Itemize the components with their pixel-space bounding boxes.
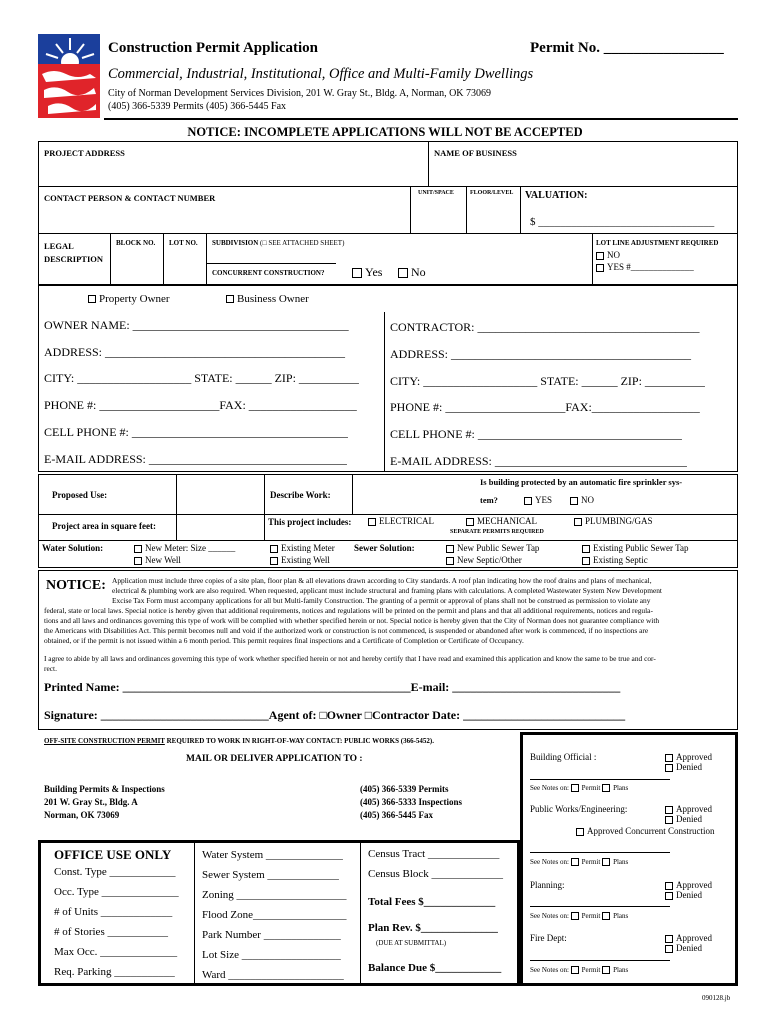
total-fees-field[interactable]: Total Fees $_____________: [368, 896, 496, 908]
concurrent-no-label: No: [411, 265, 426, 279]
new-meter-label: New Meter: Size ______: [145, 543, 236, 553]
business-owner-checkbox[interactable]: [226, 293, 309, 305]
owner-email-field[interactable]: E-MAIL ADDRESS: _________________________________: [44, 452, 347, 466]
plans-notes-label: Plans: [613, 912, 629, 920]
valuation-field[interactable]: $ ________________________________: [530, 216, 715, 228]
contact-person-field[interactable]: CONTACT PERSON & CONTACT NUMBER: [44, 193, 216, 203]
building-official-label: Building Official :: [530, 752, 597, 762]
existing-well-label: Existing Well: [281, 555, 330, 565]
concurrent-yes-option[interactable]: [352, 265, 382, 280]
plans-notes-label: Plans: [613, 784, 629, 792]
sewer-system-field[interactable]: Sewer System _____________: [202, 869, 339, 881]
due-at-submittal-note: (DUE AT SUBMITTAL): [376, 939, 447, 947]
project-area-field[interactable]: Project area in square feet:: [52, 521, 156, 531]
sprinkler-question: Is building protected by an automatic fire sprinkler sys-: [480, 477, 683, 487]
notice-line-1: Application must include three copies of a site plan, floor plan & all elevations drawn according to City standards. A roof plan indicating how the roof drains and plans of mechanical,: [112, 576, 652, 585]
agreement-line-2: rect.: [44, 664, 57, 673]
mechanical-label: MECHANICAL: [477, 516, 537, 526]
see-notes-label: See Notes on:: [530, 912, 569, 920]
planning-see-notes[interactable]: [530, 912, 628, 920]
existing-septic-label: Existing Septic: [593, 555, 648, 565]
owner-phone-field[interactable]: PHONE #: ____________________FAX: __________________: [44, 398, 357, 412]
office-phones: (405) 366-5339 Permits (405) 366-5445 Fax: [108, 101, 287, 112]
mail-phone-2: (405) 366-5333 Inspections: [360, 797, 463, 807]
new-septic-checkbox[interactable]: [446, 555, 522, 565]
agreement-line-1: I agree to abide by all laws and ordinances governing this type of work whether specified herein or not and hereby certify that I have read and examined this application and know the same to be true and cor-: [44, 654, 656, 663]
existing-sewer-label: Existing Public Sewer Tap: [593, 543, 689, 553]
form-subtitle: Commercial, Industrial, Institutional, Office and Multi-Family Dwellings: [108, 66, 534, 82]
lot-no-field[interactable]: LOT NO.: [169, 239, 198, 247]
building-denied-label: Denied: [676, 762, 702, 772]
block-no-field[interactable]: BLOCK NO.: [116, 239, 156, 247]
owner-city-field[interactable]: CITY: ___________________ STATE: ______ ZIP: __________: [44, 371, 359, 385]
building-denied-option[interactable]: [665, 762, 702, 772]
mail-address-2: 201 W. Gray St., Bldg. A: [44, 797, 138, 807]
lot-line-label: LOT LINE ADJUSTMENT REQUIRED: [596, 239, 719, 247]
proposed-use-field[interactable]: Proposed Use:: [52, 490, 108, 500]
public-works-approved-option[interactable]: [665, 804, 712, 814]
new-well-checkbox[interactable]: [134, 555, 181, 565]
fire-approved-option[interactable]: [665, 933, 712, 943]
new-septic-label: New Septic/Other: [457, 555, 522, 565]
property-owner-checkbox[interactable]: [88, 293, 170, 305]
contractor-email-field[interactable]: E-MAIL ADDRESS: ________________________________: [390, 454, 687, 468]
printed-name-field[interactable]: Printed Name: ________________________________________________E-mail: ____________________________: [44, 680, 621, 694]
offsite-permit-link[interactable]: OFF-SITE CONSTRUCTION PERMIT: [44, 737, 165, 745]
see-notes-label: See Notes on:: [530, 966, 569, 974]
water-system-field[interactable]: Water System ______________: [202, 849, 343, 861]
building-see-notes[interactable]: [530, 784, 628, 792]
stories-field[interactable]: # of Stories ___________: [54, 926, 168, 938]
contractor-city-field[interactable]: CITY: ___________________ STATE: ______ ZIP: __________: [390, 374, 705, 388]
lot-line-yes-label: YES #______________: [607, 262, 694, 272]
mail-address-1: Building Permits & Inspections: [44, 784, 165, 794]
sprinkler-yes-label: YES: [535, 495, 553, 505]
permit-notes-label: Permit: [581, 966, 601, 974]
owner-name-field[interactable]: OWNER NAME: ____________________________________: [44, 318, 349, 332]
notice-label: NOTICE:: [46, 578, 106, 593]
fire-denied-option[interactable]: [665, 943, 702, 953]
description-label: DESCRIPTION: [44, 254, 104, 264]
sprinkler-question-cont: tem?: [480, 495, 498, 505]
new-meter-checkbox[interactable]: [134, 543, 235, 553]
subdivision-field[interactable]: [212, 239, 344, 247]
zoning-field[interactable]: Zoning ____________________: [202, 889, 347, 901]
units-field[interactable]: # of Units _____________: [54, 906, 173, 918]
concurrent-label: CONCURRENT CONSTRUCTION?: [212, 269, 325, 277]
notice-line-7: obtained, or if the permit is not issued within a 6 month period. This permit requires final inspections and a Certificate of Completion or Certificate of Occupancy.: [44, 636, 524, 645]
fire-approved-label: Approved: [676, 933, 712, 943]
office-address: City of Norman Development Services Division, 201 W. Gray St., Bldg. A, Norman, OK 73069: [108, 88, 492, 99]
census-block-field[interactable]: Census Block _____________: [368, 868, 504, 880]
occ-type-field[interactable]: Occ. Type ______________: [54, 886, 179, 898]
incomplete-notice: NOTICE: INCOMPLETE APPLICATIONS WILL NOT BE ACCEPTED: [187, 125, 583, 139]
flood-zone-field[interactable]: Flood Zone_________________: [202, 909, 347, 921]
business-name-field[interactable]: NAME OF BUSINESS: [434, 148, 517, 158]
contractor-cell-field[interactable]: CELL PHONE #: __________________________________: [390, 427, 682, 441]
electrical-checkbox[interactable]: [368, 516, 434, 526]
attached-sheet-note[interactable]: (□ SEE ATTACHED SHEET): [260, 239, 345, 247]
approved-concurrent-option[interactable]: [576, 826, 714, 836]
business-owner-label: Business Owner: [237, 293, 309, 305]
existing-meter-label: Existing Meter: [281, 543, 335, 553]
sprinkler-no-option[interactable]: [570, 495, 594, 505]
owner-address-field[interactable]: ADDRESS: ________________________________________: [44, 345, 346, 359]
public-works-denied-label: Denied: [676, 814, 702, 824]
public-works-denied-option[interactable]: [665, 814, 702, 824]
planning-approved-option[interactable]: [665, 880, 712, 890]
mail-deliver-heading: MAIL OR DELIVER APPLICATION TO :: [186, 754, 363, 764]
property-owner-label: Property Owner: [99, 293, 170, 305]
plans-notes-label: Plans: [613, 966, 629, 974]
plumbing-label: PLUMBING/GAS: [585, 516, 653, 526]
existing-sewer-checkbox[interactable]: [582, 543, 688, 553]
floor-level-field[interactable]: FLOOR/LEVEL: [470, 190, 514, 196]
planning-denied-label: Denied: [676, 890, 702, 900]
lot-line-no-label: NO: [607, 250, 620, 260]
planning-label: Planning:: [530, 880, 565, 890]
lot-line-yes-option[interactable]: [596, 262, 694, 272]
plans-notes-label: Plans: [613, 858, 629, 866]
see-notes-label: See Notes on:: [530, 858, 569, 866]
project-address-field[interactable]: PROJECT ADDRESS: [44, 148, 125, 158]
valuation-label: VALUATION:: [525, 190, 588, 201]
contractor-phone-field[interactable]: PHONE #: ____________________FAX:__________________: [390, 400, 700, 414]
water-solution-label: Water Solution:: [42, 543, 104, 553]
public-works-see-notes[interactable]: [530, 858, 628, 866]
new-sewer-label: New Public Sewer Tap: [457, 543, 540, 553]
mail-address-3: Norman, OK 73069: [44, 810, 120, 820]
contractor-field[interactable]: CONTRACTOR: _____________________________________: [390, 320, 700, 334]
see-notes-label: See Notes on:: [530, 784, 569, 792]
mail-phone-1: (405) 366-5339 Permits: [360, 784, 449, 794]
notice-line-6: the Americans with Disabilities Act. This permit becomes null and void if the authorized work or construction is not commenced, is suspended or abandoned after work is commenced, if no inspections are: [44, 626, 649, 635]
public-works-approved-label: Approved: [676, 804, 712, 814]
permit-notes-label: Permit: [581, 784, 601, 792]
form-title: Construction Permit Application: [108, 40, 318, 56]
existing-well-checkbox[interactable]: [270, 555, 330, 565]
lot-size-field[interactable]: Lot Size __________________: [202, 949, 341, 961]
concurrent-yes-label: Yes: [365, 265, 383, 279]
permit-number-field[interactable]: Permit No. ________________: [530, 40, 724, 56]
approved-concurrent-label: Approved Concurrent Construction: [587, 826, 715, 836]
const-type-field[interactable]: Const. Type ____________: [54, 866, 176, 878]
planning-approved-label: Approved: [676, 880, 712, 890]
offsite-permit-note: [44, 737, 434, 745]
subdivision-label: SUBDIVISION: [212, 239, 259, 247]
sprinkler-no-label: NO: [581, 495, 594, 505]
project-includes-label: This project includes:: [268, 517, 352, 527]
fire-dept-label: Fire Dept:: [530, 933, 567, 943]
describe-work-field[interactable]: Describe Work:: [270, 490, 331, 500]
existing-meter-checkbox[interactable]: [270, 543, 335, 553]
public-works-label: Public Works/Engineering:: [530, 804, 628, 814]
lot-line-no-option[interactable]: [596, 250, 620, 260]
building-approved-label: Approved: [676, 752, 712, 762]
notice-line-5: tions and all laws and ordinances governing this type of work will be complied with whether specified herein or not. Special notice is hereby given that the City of Norman does not guarantee compliance with: [44, 616, 660, 625]
req-parking-field[interactable]: Req. Parking ___________: [54, 966, 175, 978]
plan-rev-field[interactable]: Plan Rev. $______________: [368, 922, 498, 934]
owner-cell-field[interactable]: CELL PHONE #: ____________________________________: [44, 425, 348, 439]
signature-field[interactable]: Signature: ____________________________Agent of: □Owner □Contractor Date: ___________________________: [44, 708, 626, 722]
notice-line-4: federal, state or local laws. Special notice is hereby given that additional requirements, notices and regulations will be printed on the permit and plans and that all additional requirements, notices and regula-: [44, 606, 653, 615]
existing-septic-checkbox[interactable]: [582, 555, 648, 565]
contractor-address-field[interactable]: ADDRESS: ________________________________________: [390, 347, 692, 361]
concurrent-no-option[interactable]: [398, 265, 426, 280]
permit-notes-label: Permit: [581, 858, 601, 866]
form-revision-code: 090128.jb: [702, 994, 731, 1002]
office-use-heading: OFFICE USE ONLY: [54, 847, 172, 862]
sewer-solution-label: Sewer Solution:: [354, 543, 415, 553]
new-sewer-checkbox[interactable]: [446, 543, 539, 553]
planning-denied-option[interactable]: [665, 890, 702, 900]
legal-label: LEGAL: [44, 241, 74, 251]
permit-notes-label: Permit: [581, 912, 601, 920]
separate-permits-note: SEPARATE PERMITS REQUIRED: [450, 529, 544, 535]
notice-line-3: Excise Tax Form must accompany applications for all but Multi-family Construction. The granting of a permit or approval of plans shall not be construed as permission to violate any: [112, 596, 651, 605]
census-tract-field[interactable]: Census Tract _____________: [368, 848, 500, 860]
fire-denied-label: Denied: [676, 943, 702, 953]
mechanical-checkbox[interactable]: [466, 516, 537, 526]
balance-due-field[interactable]: Balance Due $____________: [368, 962, 502, 974]
new-well-label: New Well: [145, 555, 181, 565]
notice-line-2: electrical & plumbing work are also required. When requested, applicant must include structural and framing plans with calculations. A completed Wastewater System New Development: [112, 586, 662, 595]
electrical-label: ELECTRICAL: [379, 516, 434, 526]
plumbing-checkbox[interactable]: [574, 516, 653, 526]
sprinkler-yes-option[interactable]: [524, 495, 552, 505]
fire-see-notes[interactable]: [530, 966, 628, 974]
building-approved-option[interactable]: [665, 752, 712, 762]
max-occ-field[interactable]: Max Occ. ______________: [54, 946, 178, 958]
unit-space-field[interactable]: UNIT/SPACE: [418, 190, 454, 196]
park-number-field[interactable]: Park Number ______________: [202, 929, 341, 941]
ward-field[interactable]: Ward _____________________: [202, 969, 344, 981]
offsite-permit-text: REQUIRED TO WORK IN RIGHT-OF-WAY CONTACT: PUBLIC WORKS (366-5452).: [164, 737, 434, 745]
mail-phone-3: (405) 366-5445 Fax: [360, 810, 433, 820]
city-logo: [38, 34, 100, 118]
